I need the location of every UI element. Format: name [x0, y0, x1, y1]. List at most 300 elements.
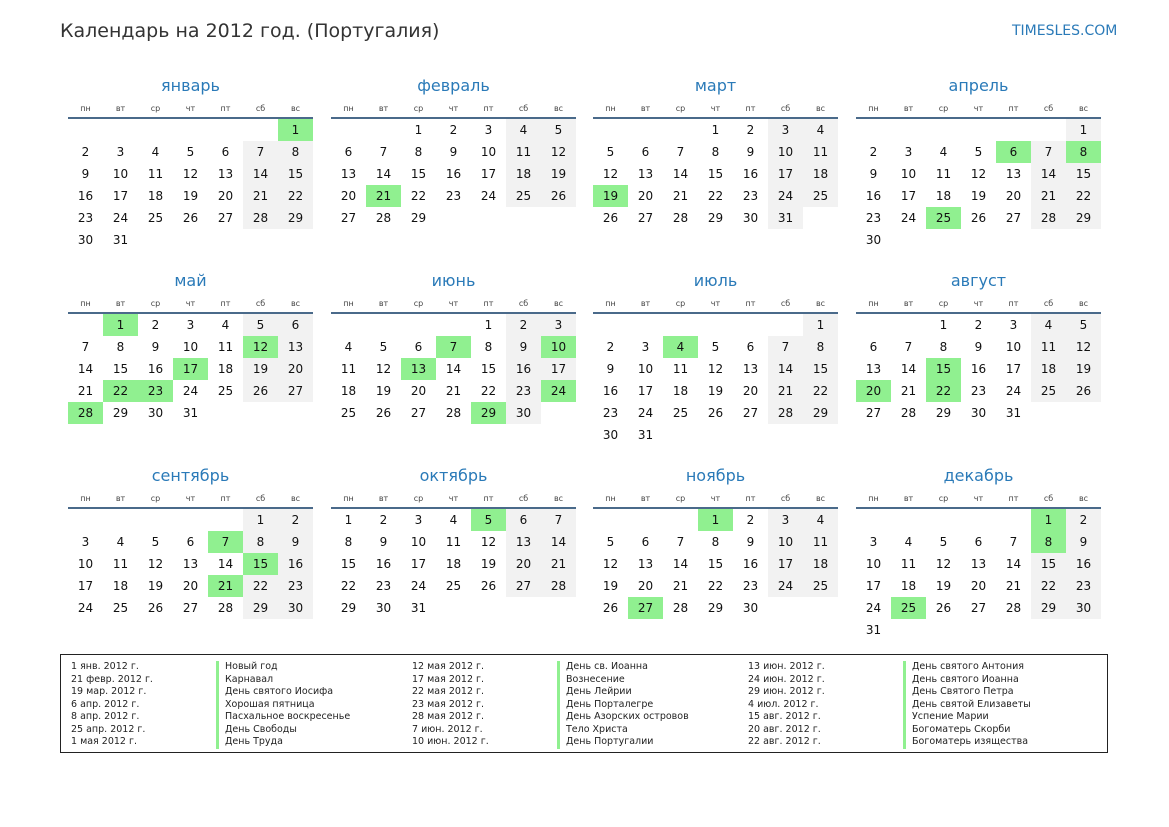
legend-date: 4 июл. 2012 г.	[748, 698, 819, 710]
day-grid	[331, 314, 576, 424]
day-grid	[331, 119, 576, 229]
day-cell: 25	[112, 601, 129, 615]
weekday-label: сб	[255, 494, 266, 503]
holiday-day: 21	[208, 575, 243, 597]
weekday-header	[593, 295, 838, 314]
weekday-label: пн	[605, 494, 616, 503]
weekday-label: пн	[343, 494, 354, 503]
legend-holiday-name: Новый год	[216, 661, 350, 674]
day-cell: 12	[602, 557, 619, 571]
empty-cell	[628, 314, 663, 336]
weekday-label: вт	[903, 104, 914, 113]
day-cell: 8	[803, 336, 838, 358]
day-cell: 22	[340, 579, 357, 593]
day-cell: 17	[1005, 362, 1022, 376]
day-cell: 30	[742, 601, 759, 615]
month-9	[68, 465, 313, 619]
day-cell: 26	[147, 601, 164, 615]
weekday-label: чт	[710, 104, 721, 113]
legend-date: 12 мая 2012 г.	[412, 661, 485, 672]
day-cell: 13	[217, 167, 234, 181]
day-cell: 15	[1066, 163, 1101, 185]
day-cell: 21	[900, 384, 917, 398]
day-cell: 10	[480, 145, 497, 159]
day-cell: 21	[768, 380, 803, 402]
legend-holiday-name: День Святого Петра	[903, 686, 1031, 699]
empty-cell	[138, 119, 173, 141]
day-cell: 16	[506, 358, 541, 380]
weekday-label: вс	[290, 299, 301, 308]
day-cell: 29	[112, 406, 129, 420]
day-cell: 21	[77, 384, 94, 398]
day-cell: 18	[803, 553, 838, 575]
day-cell: 15	[1031, 553, 1066, 575]
weekday-label: пн	[868, 299, 879, 308]
day-cell: 26	[182, 211, 199, 225]
day-cell: 31	[112, 233, 129, 247]
weekday-label: пн	[605, 104, 616, 113]
day-cell: 16	[77, 189, 94, 203]
day-cell: 17	[768, 553, 803, 575]
weekday-label: сб	[255, 104, 266, 113]
day-cell: 25	[340, 406, 357, 420]
day-cell: 31	[1005, 406, 1022, 420]
day-cell: 3	[116, 145, 125, 159]
day-grid	[331, 509, 576, 619]
weekday-header	[331, 100, 576, 119]
legend-holiday-name: День святой Елизаветы	[903, 699, 1031, 712]
day-cell: 9	[869, 167, 878, 181]
day-cell: 4	[803, 119, 838, 141]
day-cell: 15	[410, 167, 427, 181]
day-cell: 7	[379, 145, 388, 159]
day-cell: 17	[112, 189, 129, 203]
day-cell: 17	[865, 579, 882, 593]
day-cell: 5	[379, 340, 388, 354]
day-cell: 26	[602, 601, 619, 615]
holiday-day: 10	[541, 336, 576, 358]
weekday-header	[593, 490, 838, 509]
day-cell: 16	[375, 557, 392, 571]
empty-cell	[68, 119, 103, 141]
day-grid	[593, 314, 838, 446]
day-cell: 20	[506, 553, 541, 575]
month-7	[593, 270, 838, 446]
day-cell: 22	[1066, 185, 1101, 207]
weekday-label: ср	[413, 494, 424, 503]
day-cell: 12	[970, 167, 987, 181]
day-cell: 7	[676, 535, 685, 549]
day-cell: 7	[1031, 141, 1066, 163]
holiday-day: 6	[996, 141, 1031, 163]
day-cell: 19	[1066, 358, 1101, 380]
weekday-label: сб	[1043, 104, 1054, 113]
day-cell: 1	[939, 318, 948, 332]
weekday-label: пт	[220, 299, 231, 308]
weekday-label: пт	[483, 494, 494, 503]
legend-names-col	[557, 661, 689, 749]
month-name: февраль	[417, 76, 490, 95]
day-cell: 29	[340, 601, 357, 615]
day-cell: 13	[182, 557, 199, 571]
weekday-label: сб	[780, 494, 791, 503]
day-cell: 11	[340, 362, 357, 376]
day-cell: 10	[1005, 340, 1022, 354]
weekday-label: сб	[780, 299, 791, 308]
day-cell: 18	[1031, 358, 1066, 380]
day-cell: 20	[970, 579, 987, 593]
weekday-label: чт	[448, 494, 459, 503]
day-cell: 23	[278, 575, 313, 597]
month-11	[593, 465, 838, 619]
day-cell: 16	[602, 384, 619, 398]
legend-names-col	[903, 661, 1031, 749]
day-cell: 5	[243, 314, 278, 336]
month-5	[68, 270, 313, 424]
weekday-header	[856, 490, 1101, 509]
weekday-label: вс	[290, 104, 301, 113]
empty-cell	[891, 509, 926, 531]
day-cell: 23	[445, 189, 462, 203]
day-cell: 19	[935, 579, 952, 593]
weekday-label: чт	[448, 299, 459, 308]
month-12	[856, 465, 1101, 641]
day-cell: 9	[151, 340, 160, 354]
day-cell: 21	[672, 579, 689, 593]
day-cell: 17	[768, 163, 803, 185]
month-3	[593, 75, 838, 229]
day-grid	[856, 119, 1101, 251]
day-cell: 24	[1005, 384, 1022, 398]
weekday-label: чт	[710, 299, 721, 308]
day-grid	[593, 119, 838, 229]
day-cell: 29	[707, 601, 724, 615]
weekday-label: пт	[483, 299, 494, 308]
day-cell: 4	[904, 535, 913, 549]
empty-cell	[961, 509, 996, 531]
weekday-label: пн	[80, 104, 91, 113]
day-cell: 13	[637, 557, 654, 571]
day-cell: 6	[974, 535, 983, 549]
day-cell: 30	[147, 406, 164, 420]
day-cell: 29	[803, 402, 838, 424]
holiday-day: 1	[103, 314, 138, 336]
weekday-label: пн	[343, 104, 354, 113]
day-cell: 3	[414, 513, 423, 527]
day-cell: 23	[742, 579, 759, 593]
day-cell: 28	[541, 575, 576, 597]
day-cell: 18	[147, 189, 164, 203]
day-cell: 23	[1066, 575, 1101, 597]
holiday-day: 29	[471, 402, 506, 424]
empty-cell	[856, 509, 891, 531]
day-cell: 10	[182, 340, 199, 354]
brand-link[interactable]: TIMESLES.COM	[1012, 23, 1118, 39]
day-cell: 3	[484, 123, 493, 137]
day-cell: 17	[637, 384, 654, 398]
legend-date: 21 февр. 2012 г.	[71, 673, 153, 685]
weekday-label: чт	[710, 494, 721, 503]
empty-cell	[68, 509, 103, 531]
day-cell: 25	[803, 185, 838, 207]
day-cell: 19	[541, 163, 576, 185]
day-cell: 12	[147, 557, 164, 571]
day-cell: 13	[1005, 167, 1022, 181]
empty-cell	[733, 314, 768, 336]
day-cell: 28	[672, 601, 689, 615]
day-cell: 14	[1031, 163, 1066, 185]
day-cell: 18	[217, 362, 234, 376]
weekday-label: пт	[1008, 299, 1019, 308]
day-cell: 12	[182, 167, 199, 181]
holiday-day: 5	[471, 509, 506, 531]
legend-holiday-name: Пасхальное воскресенье	[216, 711, 350, 724]
day-cell: 22	[1031, 575, 1066, 597]
holiday-day: 8	[1066, 141, 1101, 163]
day-cell: 26	[541, 185, 576, 207]
day-cell: 11	[147, 167, 164, 181]
day-cell: 18	[112, 579, 129, 593]
legend-holiday-name: День Азорских островов	[557, 711, 689, 724]
day-cell: 21	[541, 553, 576, 575]
day-cell: 2	[278, 509, 313, 531]
day-cell: 23	[602, 406, 619, 420]
day-cell: 11	[217, 340, 234, 354]
day-cell: 20	[278, 358, 313, 380]
day-cell: 11	[803, 531, 838, 553]
day-cell: 19	[707, 384, 724, 398]
day-cell: 13	[970, 557, 987, 571]
day-cell: 12	[541, 141, 576, 163]
day-cell: 9	[81, 167, 90, 181]
weekday-label: вт	[378, 299, 389, 308]
weekday-label: пн	[868, 494, 879, 503]
day-cell: 10	[900, 167, 917, 181]
day-cell: 20	[742, 384, 759, 398]
day-cell: 9	[746, 145, 755, 159]
day-cell: 22	[243, 575, 278, 597]
weekday-label: пт	[1008, 104, 1019, 113]
legend-date: 1 мая 2012 г.	[71, 736, 137, 747]
month-4	[856, 75, 1101, 251]
day-cell: 28	[217, 601, 234, 615]
day-cell: 21	[1005, 579, 1022, 593]
day-cell: 12	[480, 535, 497, 549]
day-cell: 14	[77, 362, 94, 376]
day-cell: 9	[746, 535, 755, 549]
weekday-label: чт	[185, 104, 196, 113]
legend-names-col	[216, 661, 350, 749]
day-cell: 22	[410, 189, 427, 203]
legend-date: 1 янв. 2012 г.	[71, 661, 139, 672]
day-cell: 18	[900, 579, 917, 593]
weekday-label: пт	[745, 494, 756, 503]
day-cell: 5	[541, 119, 576, 141]
day-cell: 20	[182, 579, 199, 593]
day-cell: 6	[278, 314, 313, 336]
day-cell: 10	[77, 557, 94, 571]
day-cell: 19	[182, 189, 199, 203]
day-cell: 1	[711, 123, 720, 137]
weekday-label: пн	[868, 104, 879, 113]
day-cell: 13	[340, 167, 357, 181]
day-cell: 9	[278, 531, 313, 553]
holiday-day: 23	[138, 380, 173, 402]
day-cell: 4	[803, 509, 838, 531]
weekday-label: вт	[378, 104, 389, 113]
legend-holiday-name: День Порталегре	[557, 699, 689, 712]
day-cell: 6	[641, 145, 650, 159]
weekday-label: вт	[640, 299, 651, 308]
weekday-label: вс	[553, 299, 564, 308]
day-cell: 16	[865, 189, 882, 203]
day-cell: 16	[742, 557, 759, 571]
empty-cell	[331, 314, 366, 336]
day-cell: 30	[742, 211, 759, 225]
weekday-header	[331, 490, 576, 509]
day-cell: 12	[707, 362, 724, 376]
day-cell: 1	[344, 513, 353, 527]
day-cell: 1	[484, 318, 493, 332]
empty-cell	[243, 119, 278, 141]
weekday-label: сб	[518, 104, 529, 113]
weekday-label: вт	[640, 104, 651, 113]
day-cell: 3	[869, 535, 878, 549]
weekday-label: вт	[115, 104, 126, 113]
weekday-label: сб	[780, 104, 791, 113]
empty-cell	[103, 119, 138, 141]
day-cell: 17	[900, 189, 917, 203]
day-cell: 3	[641, 340, 650, 354]
day-cell: 6	[869, 340, 878, 354]
day-cell: 9	[606, 362, 615, 376]
day-cell: 28	[243, 207, 278, 229]
empty-cell	[698, 314, 733, 336]
legend-date: 19 мар. 2012 г.	[71, 686, 147, 697]
day-cell: 31	[637, 428, 654, 442]
day-cell: 26	[935, 601, 952, 615]
weekday-label: ср	[150, 494, 161, 503]
weekday-label: вс	[290, 494, 301, 503]
empty-cell	[208, 509, 243, 531]
legend-date: 6 апр. 2012 г.	[71, 698, 140, 710]
empty-cell	[68, 314, 103, 336]
legend-date: 13 июн. 2012 г.	[748, 661, 825, 672]
day-grid	[68, 509, 313, 619]
day-cell: 30	[970, 406, 987, 420]
legend-date: 15 авг. 2012 г.	[748, 711, 821, 722]
legend-holiday-name: День Лейрии	[557, 686, 689, 699]
day-cell: 14	[768, 358, 803, 380]
day-cell: 27	[865, 406, 882, 420]
day-cell: 10	[112, 167, 129, 181]
legend-date: 23 мая 2012 г.	[412, 698, 485, 710]
weekday-label: вт	[115, 494, 126, 503]
legend-date: 17 мая 2012 г.	[412, 673, 485, 685]
day-cell: 25	[672, 406, 689, 420]
month-name: август	[950, 271, 1007, 290]
day-cell: 12	[935, 557, 952, 571]
day-cell: 26	[707, 406, 724, 420]
day-cell: 14	[672, 557, 689, 571]
legend-holiday-name: День Португалии	[557, 736, 689, 749]
day-cell: 14	[375, 167, 392, 181]
day-cell: 8	[711, 145, 720, 159]
empty-cell	[173, 119, 208, 141]
weekday-header	[331, 295, 576, 314]
holiday-day: 15	[243, 553, 278, 575]
day-cell: 24	[480, 189, 497, 203]
legend-date: 20 авг. 2012 г.	[748, 723, 821, 735]
legend-date: 28 мая 2012 г.	[412, 711, 485, 722]
day-cell: 9	[974, 340, 983, 354]
day-cell: 18	[506, 163, 541, 185]
day-cell: 17	[77, 579, 94, 593]
day-cell: 5	[606, 535, 615, 549]
day-grid	[856, 509, 1101, 641]
day-cell: 8	[484, 340, 493, 354]
empty-cell	[856, 314, 891, 336]
day-cell: 19	[375, 384, 392, 398]
day-cell: 8	[278, 141, 313, 163]
day-cell: 25	[506, 185, 541, 207]
day-cell: 22	[803, 380, 838, 402]
day-cell: 27	[182, 601, 199, 615]
day-cell: 3	[186, 318, 195, 332]
day-cell: 22	[707, 189, 724, 203]
day-cell: 4	[221, 318, 230, 332]
empty-cell	[768, 314, 803, 336]
weekday-label: сб	[1043, 299, 1054, 308]
day-cell: 23	[742, 189, 759, 203]
day-cell: 16	[1066, 553, 1101, 575]
day-cell: 17	[480, 167, 497, 181]
day-cell: 5	[1066, 314, 1101, 336]
empty-cell	[663, 509, 698, 531]
day-cell: 2	[151, 318, 160, 332]
day-cell: 5	[974, 145, 983, 159]
day-cell: 7	[243, 141, 278, 163]
day-cell: 2	[506, 314, 541, 336]
month-8	[856, 270, 1101, 424]
day-cell: 16	[445, 167, 462, 181]
day-cell: 6	[506, 509, 541, 531]
empty-cell	[401, 314, 436, 336]
weekday-label: пн	[80, 494, 91, 503]
day-cell: 3	[768, 509, 803, 531]
day-cell: 7	[81, 340, 90, 354]
month-name: октябрь	[419, 466, 488, 485]
day-cell: 14	[900, 362, 917, 376]
weekday-label: вс	[815, 104, 826, 113]
legend-date: 7 июн. 2012 г.	[412, 723, 483, 735]
weekday-label: пт	[220, 104, 231, 113]
day-cell: 7	[1009, 535, 1018, 549]
holiday-day: 25	[891, 597, 926, 619]
empty-cell	[593, 509, 628, 531]
day-grid	[856, 314, 1101, 424]
weekday-label: вт	[115, 299, 126, 308]
legend-holiday-name: Хорошая пятница	[216, 699, 350, 712]
day-cell: 11	[803, 141, 838, 163]
page-title: Календарь на 2012 год. (Португалия)	[60, 20, 440, 42]
day-cell: 2	[379, 513, 388, 527]
day-cell: 30	[77, 233, 94, 247]
day-cell: 28	[768, 402, 803, 424]
empty-cell	[173, 509, 208, 531]
day-cell: 28	[1031, 207, 1066, 229]
day-cell: 24	[865, 601, 882, 615]
